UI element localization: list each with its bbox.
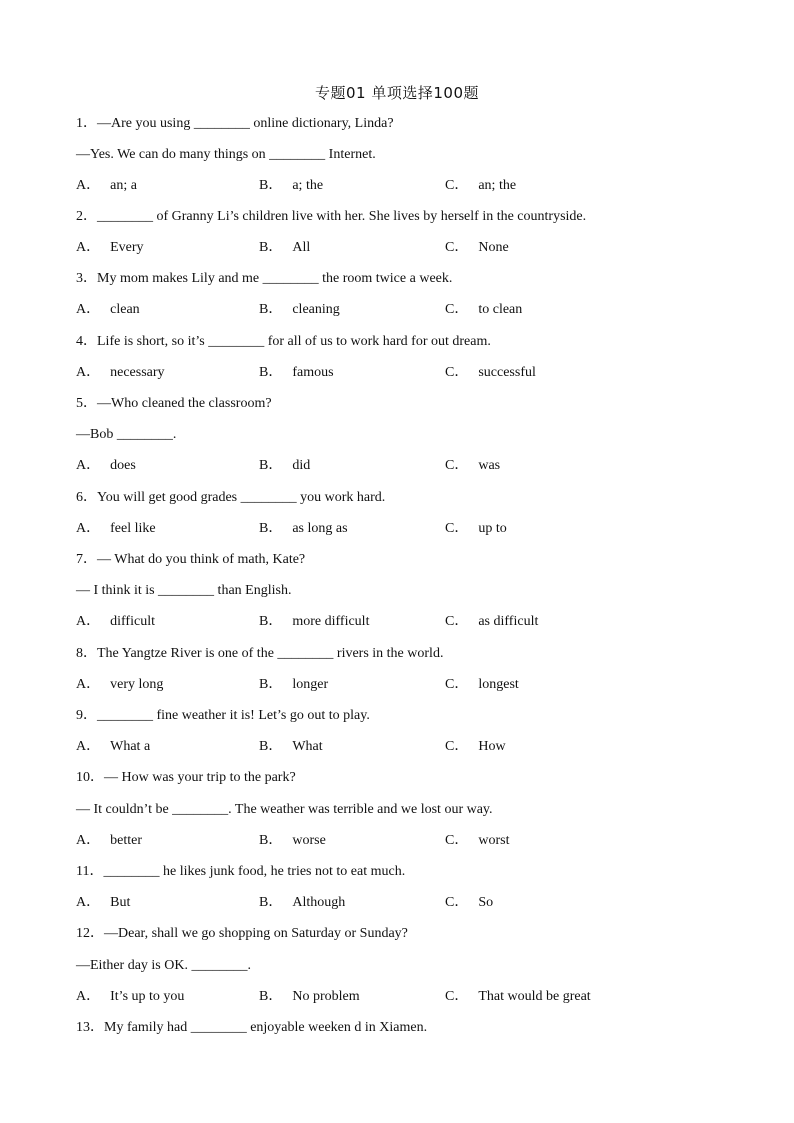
option-b: B． worse (259, 833, 326, 848)
option-a: A． But (76, 895, 131, 910)
option-b: B． What (259, 739, 323, 754)
page-title: 专题01 单项选择100题 (315, 84, 479, 102)
option-b: B． famous (259, 365, 334, 380)
option-b: B． as long as (259, 521, 348, 536)
option-c: C． longest (445, 677, 519, 692)
option-c: C． That would be great (445, 989, 591, 1004)
option-c: C． was (445, 458, 501, 473)
option-c: C． worst (445, 833, 510, 848)
question-10-stem: 10．— How was your trip to the park? (76, 770, 296, 785)
option-c: C． up to (445, 521, 507, 536)
option-b: B． cleaning (259, 302, 340, 317)
option-a: A． very long (76, 677, 164, 692)
option-a: A． feel like (76, 521, 156, 536)
option-a: A． It’s up to you (76, 989, 185, 1004)
question-5-stem: 5．—Who cleaned the classroom? (76, 396, 272, 411)
question-8-stem: 8．The Yangtze River is one of the ________ rivers in the world. (76, 646, 444, 661)
option-c: C． as difficult (445, 614, 539, 629)
option-b: B． All (259, 240, 311, 255)
option-a: A． difficult (76, 614, 155, 629)
option-a: A． clean (76, 302, 140, 317)
option-a: A． an; a (76, 178, 137, 193)
question-7-stem: 7．— What do you think of math, Kate? (76, 552, 306, 567)
question-10-reply: — It couldn’t be ________. The weather was terrible and we lost our way. (76, 802, 493, 817)
question-4-stem: 4．Life is short, so it’s ________ for all of us to work hard for out dream. (76, 334, 491, 349)
option-a: A． better (76, 833, 142, 848)
question-12-stem: 12．—Dear, shall we go shopping on Saturday or Sunday? (76, 926, 408, 941)
option-a: A． does (76, 458, 136, 473)
question-3-stem: 3．My mom makes Lily and me ________ the room twice a week. (76, 271, 453, 286)
question-5-reply: —Bob ________. (76, 427, 177, 442)
question-12-reply: —Either day is OK. ________. (76, 958, 251, 973)
option-b: B． more difficult (259, 614, 370, 629)
option-a: A． necessary (76, 365, 165, 380)
option-c: C． an; the (445, 178, 517, 193)
option-c: C． successful (445, 365, 536, 380)
option-c: C． How (445, 739, 506, 754)
option-c: C． to clean (445, 302, 523, 317)
option-b: B． Although (259, 895, 346, 910)
option-a: A． What a (76, 739, 151, 754)
option-c: C． So (445, 895, 494, 910)
question-11-stem: 11．________ he likes junk food, he tries not to eat much. (76, 864, 406, 879)
option-b: B． a; the (259, 178, 324, 193)
option-b: B． longer (259, 677, 329, 692)
option-b: B． did (259, 458, 311, 473)
question-13-stem: 13．My family had ________ enjoyable weeken d in Xiamen. (76, 1020, 428, 1035)
question-7-reply: — I think it is ________ than English. (76, 583, 292, 598)
option-b: B． No problem (259, 989, 360, 1004)
option-c: C． None (445, 240, 509, 255)
question-2-stem: 2．________ of Granny Li’s children live with her. She lives by herself in the countryside. (76, 209, 587, 224)
question-1-reply: —Yes. We can do many things on ________ Internet. (76, 147, 376, 162)
option-a: A． Every (76, 240, 144, 255)
question-9-stem: 9．________ fine weather it is! Let’s go out to play. (76, 708, 370, 723)
question-6-stem: 6．You will get good grades ________ you work hard. (76, 490, 386, 505)
question-1-stem: 1．—Are you using ________ online dictionary, Linda? (76, 116, 394, 131)
